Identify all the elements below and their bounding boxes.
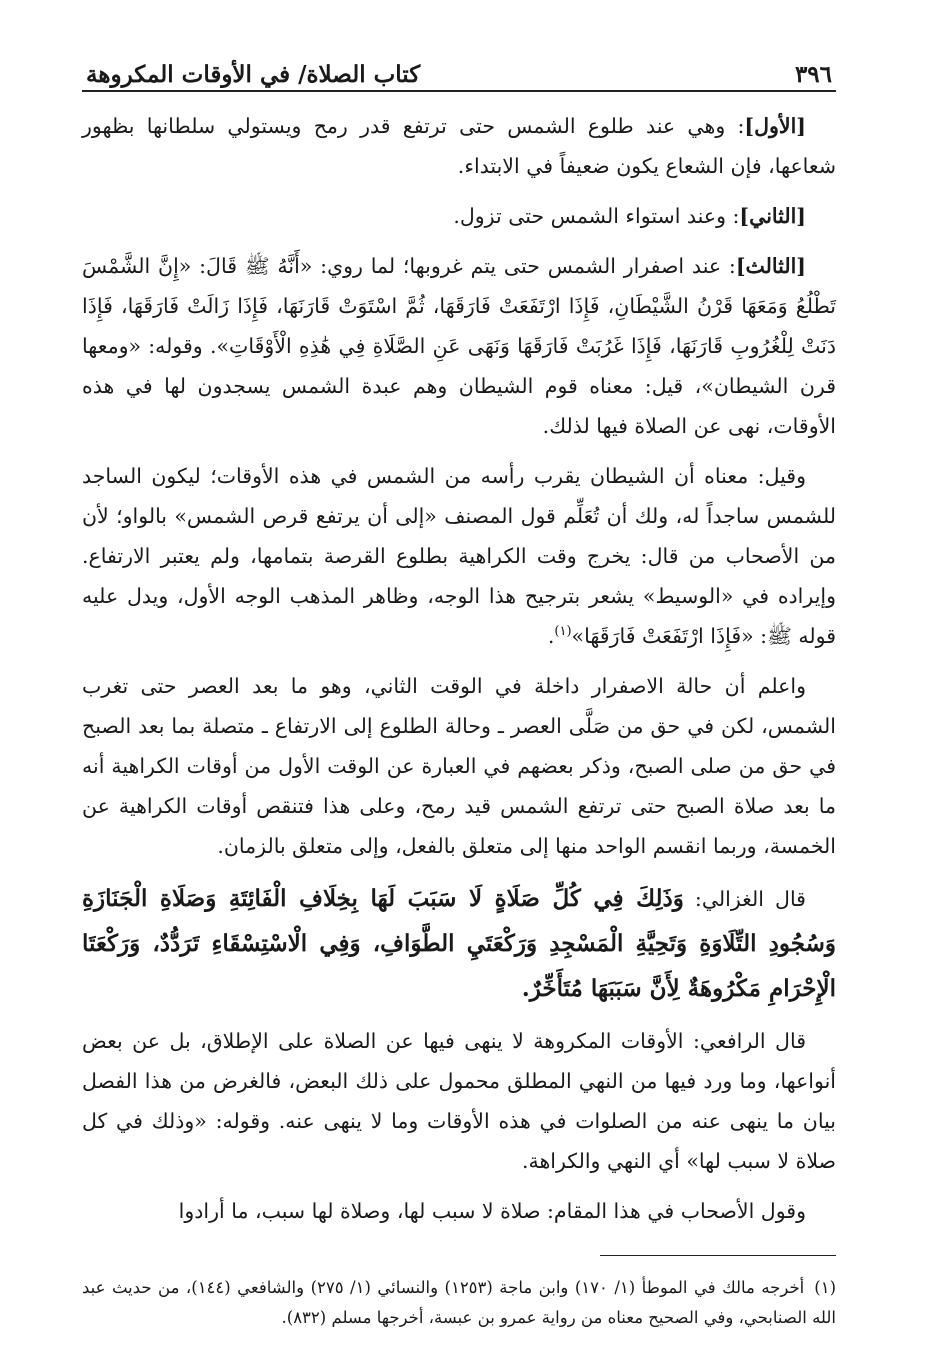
paragraph-third-time <box>82 246 836 446</box>
paragraph-second-time <box>82 196 836 236</box>
paragraph-text: وقول الأصحاب في هذا المقام: صلاة لا سبب لها، وصلاة لها سبب، ما أرادوا <box>178 1199 806 1223</box>
book-page <box>82 48 836 1349</box>
label-third: [الثالث] <box>735 254 806 278</box>
footnote-reference[interactable]: (١) <box>554 624 572 640</box>
paragraph-end: . <box>547 624 555 648</box>
label-first: [الأول] <box>744 114 806 138</box>
matn-quote: وَذَلِكَ فِي كُلِّ صَلَاةٍ لَا سَبَبَ لَهَا بِخِلَافِ الْفَائِتَةِ وَصَلَاةِ الْجَنَازَةِ وَسُجُودِ التِّلَاوَةِ وَتَحِيَّةِ الْمَسْجِدِ وَرَكْعَتَيِ الطَّوَافِ، وَفِي الْاسْتِسْقَاءِ تَرَدُّدٌ، وَرَكْعَتَا الْإِحْرَامِ مَكْرُوهَةٌ لِأَنَّ سَبَبَهَا مُتَأَخِّرٌ. <box>82 885 836 1002</box>
footnote-text: أخرجه مالك في الموطأ (١/ ١٧٠) وابن ماجة (١٢٥٣) والنسائي (١/ ٢٧٥) والشافعي (١٤٤)، من حديث عبد الله الصنابحي، وفي الصحيح معناه من رواية عمرو بن عبسة، أخرجها مسلم (٨٣٢). <box>82 1277 836 1327</box>
paragraph-text: وقيل: معناه أن الشيطان يقرب رأسه من الشمس في هذه الأوقات؛ ليكون الساجد للشمس ساجداً له، ولك أن تُعَلِّم قول المصنف «إلى أن يرتفع قرص الشمس» بالواو؛ لأن من الأصحاب من قال: يخرج وقت الكراهية بطلوع القرصة بتمامها، ولم يعتبر الارتفاع. وإيراده في «الوسيط» يشعر بترجيح هذا الوجه، وظاهر المذهب الوجه الأول، ويدل عليه قوله ﷺ: «فَإِذَا ارْتَفَعَتْ فَارَقَهَا» <box>82 464 836 648</box>
paragraph-yellowing <box>82 666 836 866</box>
paragraph-ghazali-quote <box>82 876 836 1011</box>
running-title: كتاب الصلاة/ في الأوقات المكروهة <box>86 61 421 88</box>
footnote-divider <box>600 1255 836 1256</box>
paragraph-text: : عند اصفرار الشمس حتى يتم غروبها؛ لما روي: «أَنَّهُ ﷺ قَالَ: «إِنَّ الشَّمْسَ تَطْلُعُ وَمَعَهَا قَرْنُ الشَّيْطَانِ، فَإِذَا ارْتَفَعَتْ فَارَقَهَا، ثُمَّ اسْتَوَتْ قَارَنَهَا، فَإِذَا زَالَتْ فَارَقَهَا، فَإِذَا دَنَتْ لِلْغُرُوبِ قَارَنَهَا، فَإِذَا غَرُبَتْ فَارَقَهَا وَنَهَى عَنِ الصَّلَاةِ فِي هَٰذِهِ الْأَوْقَاتِ». وقوله: «ومعها قرن الشيطان»، قيل: معناه قوم الشيطان وهم عبدة الشمس يسجدون لها في هذه الأوقات، نهى عن الصلاة فيها لذلك. <box>82 254 836 438</box>
paragraph-shaytan-meaning <box>82 456 836 656</box>
paragraph-text: : وعند استواء الشمس حتى تزول. <box>453 204 740 228</box>
paragraph-rafii <box>82 1021 836 1181</box>
paragraph-ashab <box>82 1191 836 1231</box>
footnote-number: (١) <box>814 1277 837 1297</box>
paragraph-text: : وهي عند طلوع الشمس حتى ترتفع قدر رمح ويستولي سلطانها بظهور شعاعها، فإن الشعاع يكون ضعيفاً في الابتداء. <box>82 114 836 178</box>
paragraph-text: واعلم أن حالة الاصفرار داخلة في الوقت الثاني، وهو ما بعد العصر حتى تغرب الشمس، لكن في حق من صَلَّى العصر ـ وحالة الطلوع إلى الارتفاع ـ متصلة بما بعد الصبح في حق من صلى الصبح، وذكر بعضهم في العبارة عن الوقت الأول من أوقات الكراهية أنه ما بعد صلاة الصبح حتى ترتفع الشمس قيد رمح، وعلى هذا فتنقص أوقات الكراهية عن الخمسة، وربما انقسم الواحد منها إلى متعلق بالفعل، وإلى متعلق بالزمان. <box>82 674 836 858</box>
footnote <box>82 1273 836 1333</box>
page-header <box>82 48 836 88</box>
header-divider <box>82 90 836 92</box>
quote-speaker: قال الغزالي: <box>683 887 806 911</box>
page-number: ٣٩٦ <box>794 61 832 88</box>
paragraph-first-time <box>82 106 836 186</box>
label-second: [الثاني] <box>739 204 806 228</box>
paragraph-text: قال الرافعي: الأوقات المكروهة لا ينهى فيها عن الصلاة على الإطلاق، بل عن بعض أنواعها، وما ورد فيها من النهي المطلق محمول على ذلك البعض، فالغرض من هذا الفصل بيان ما ينهى عنه من الصلوات في هذه الأوقات وما لا ينهى عنه. وقوله: «وذلك في كل صلاة لا سبب لها» أي النهي والكراهة. <box>82 1029 836 1173</box>
